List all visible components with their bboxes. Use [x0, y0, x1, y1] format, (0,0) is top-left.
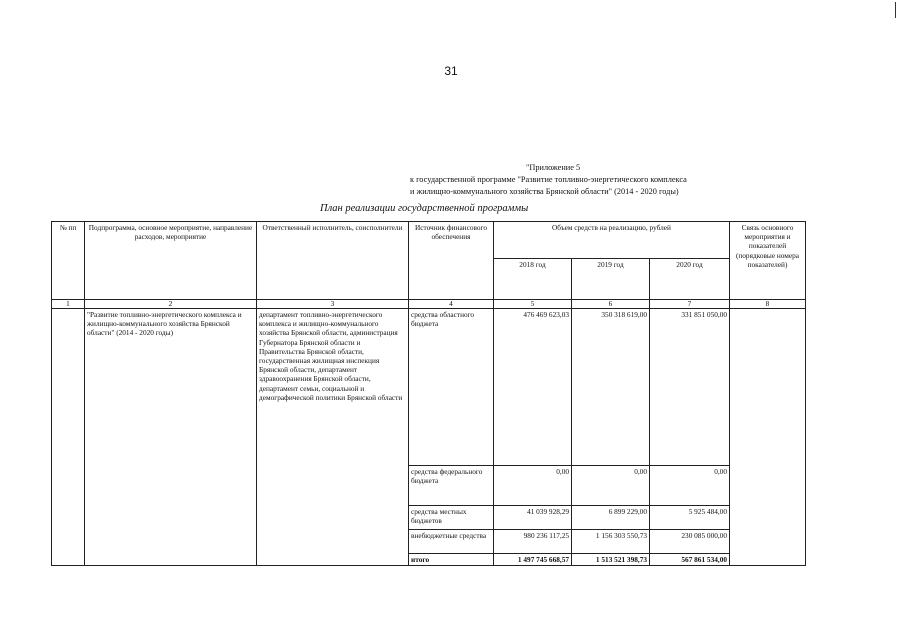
row-num-cell [52, 309, 85, 566]
header-2019: 2019 год [572, 259, 650, 300]
header-2020: 2020 год [650, 259, 730, 300]
column-number: 5 [494, 300, 572, 309]
funding-2020: 0,00 [650, 466, 730, 506]
header-source: Источник финансового обеспечения [409, 222, 494, 300]
program-name: "Развитие топливно-энергетического комплекса и жилищно-коммунального хозяйства Брянской области" (2014 - 2020 годы) [85, 309, 257, 566]
funding-2019: 350 318 619,00 [572, 309, 650, 466]
appendix-line-3: и жилищно-коммунального хозяйства Брянской области" (2014 - 2020 годы) [410, 187, 679, 196]
appendix-heading [410, 162, 830, 198]
column-number: 3 [257, 300, 409, 309]
table-row [52, 309, 806, 466]
funding-2018: 0,00 [494, 466, 572, 506]
header-link: Связь основного мероприятия и показателей (порядковые номера показателей) [730, 222, 806, 300]
header-row [52, 222, 806, 259]
link-cell [730, 309, 806, 566]
funding-2018-total: 1 497 745 668,57 [494, 554, 572, 566]
funding-2018: 476 469 623,03 [494, 309, 572, 466]
funding-source: внебюджетные средства [409, 530, 494, 554]
plan-table [51, 221, 806, 566]
header-executor: Ответственный исполнитель, соисполнители [257, 222, 409, 300]
column-number: 6 [572, 300, 650, 309]
funding-source: средства областного бюджета [409, 309, 494, 466]
appendix-line-1: "Приложение 5 [526, 163, 581, 172]
column-number: 4 [409, 300, 494, 309]
column-number: 1 [52, 300, 85, 309]
funding-2020: 230 085 000,00 [650, 530, 730, 554]
header-volume: Объем средств на реализацию, рублей [494, 222, 730, 259]
appendix-line-2: к государственной программе "Развитие топливно-энергетического комплекса [410, 175, 687, 184]
funding-source: средства местных бюджетов [409, 506, 494, 530]
header-num: № пп [52, 222, 85, 300]
funding-2019-total: 1 513 521 398,73 [572, 554, 650, 566]
column-number: 8 [730, 300, 806, 309]
funding-2019: 0,00 [572, 466, 650, 506]
program-executors: департамент топливно-энергетического комплекса и жилищно-коммунального хозяйства Брянской области, администрация Губернатора Брянской области и Правительства Брянской области, государственная жилищная инспекция Брянской области, департамент здравоохранения Брянской области, департамент семьи, социальной и демографической политики Брянской области [257, 309, 409, 566]
plan-title: План реализации государственной программы [320, 203, 529, 214]
header-2018: 2018 год [494, 259, 572, 300]
funding-2019: 1 156 303 550,73 [572, 530, 650, 554]
column-number: 7 [650, 300, 730, 309]
column-number-row [52, 300, 806, 309]
page-number: 31 [444, 64, 458, 78]
funding-2018: 980 236 117,25 [494, 530, 572, 554]
funding-2020: 5 925 484,00 [650, 506, 730, 530]
funding-source-total: итого [409, 554, 494, 566]
corner-mark [895, 2, 896, 18]
funding-2018: 41 039 928,29 [494, 506, 572, 530]
funding-2020-total: 567 861 534,00 [650, 554, 730, 566]
funding-2019: 6 899 229,00 [572, 506, 650, 530]
funding-2020: 331 851 050,00 [650, 309, 730, 466]
funding-source: средства федерального бюджета [409, 466, 494, 506]
header-subprogram: Подпрограмма, основное мероприятие, направление расходов, мероприятие [85, 222, 257, 300]
column-number: 2 [85, 300, 257, 309]
